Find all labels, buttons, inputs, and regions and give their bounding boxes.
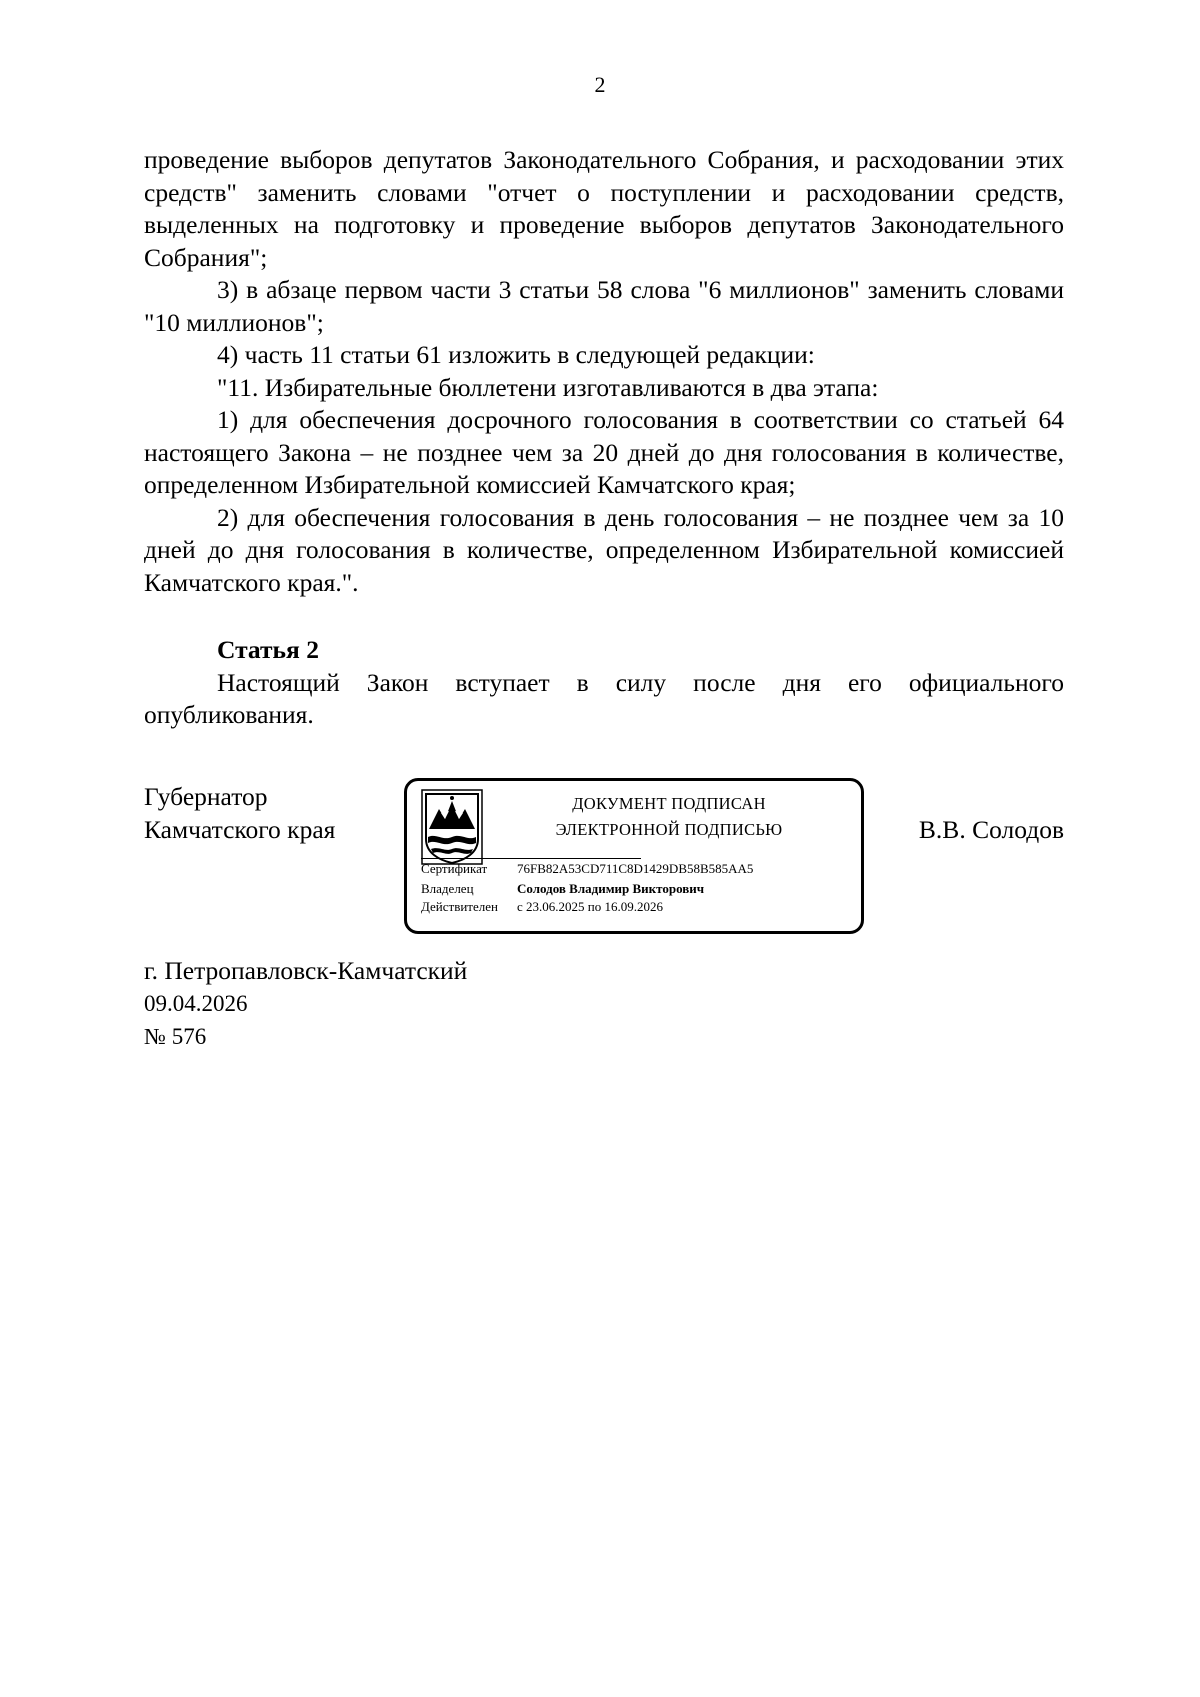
stamp-title-line2: ЭЛЕКТРОННОЙ ПОДПИСЬЮ <box>555 820 783 839</box>
stamp-certificate-row <box>421 861 753 877</box>
article-text: Настоящий Закон вступает в силу после дня его официального опубликования. <box>144 667 1064 729</box>
stamp-owner-row <box>421 881 704 897</box>
document-date: 09.04.2026 <box>144 991 248 1016</box>
stamp-title <box>487 791 851 843</box>
governor-title-line1: Губернатор <box>144 782 268 811</box>
stamp-validity-row <box>421 899 663 915</box>
article-2 <box>144 634 1064 732</box>
law-amendment-text <box>144 144 1064 599</box>
kamchatka-emblem-icon <box>421 789 483 865</box>
validity-label: Действителен <box>421 899 498 914</box>
page-number: 2 <box>594 72 606 97</box>
stamp-title-line1: ДОКУМЕНТ ПОДПИСАН <box>572 794 766 813</box>
validity-value: с 23.06.2025 по 16.09.2026 <box>517 899 663 914</box>
paragraph-continuation: проведение выборов депутатов Законодательного Собрания, и расходовании этих средств" заменить словами "отчет о поступлении и расходовании средств, выделенных на подготовку и проведение выборов депутатов Законодательного Собрания"; <box>144 145 1064 272</box>
article-heading: Статья 2 <box>217 635 319 664</box>
city: г. Петропавловск-Камчатский <box>144 956 468 985</box>
paragraph-subitem-1: 1) для обеспечения досрочного голосования в соответствии со статьей 64 настоящего Закона – не позднее чем за 20 дней до дня голосования в количестве, определенном Избирательной комиссией Камчатского края; <box>144 405 1064 499</box>
stamp-divider <box>421 858 641 859</box>
document-footer <box>144 954 467 1053</box>
paragraph-item-4: 4) часть 11 статьи 61 изложить в следующей редакции: <box>217 340 815 369</box>
owner-label: Владелец <box>421 881 474 896</box>
governor-title-line2: Камчатского края <box>144 815 336 844</box>
certificate-value: 76FB82A53CD711C8D1429DB58B585AA5 <box>517 861 754 876</box>
paragraph-item-3: 3) в абзаце первом части 3 статьи 58 слова "6 миллионов" заменить словами "10 миллионов"; <box>144 275 1064 337</box>
certificate-label: Сертификат <box>421 861 488 876</box>
owner-value: Солодов Владимир Викторович <box>517 881 705 896</box>
electronic-signature-stamp <box>404 778 864 934</box>
paragraph-subitem-2: 2) для обеспечения голосования в день голосования – не позднее чем за 10 дней до дня голосования в количестве, определенном Избирательной комиссией Камчатского края.". <box>144 502 1064 597</box>
governor-title <box>144 780 335 846</box>
signer-name: В.В. Солодов <box>918 815 1064 844</box>
document-number: № 576 <box>144 1024 207 1049</box>
paragraph-new-part-11: "11. Избирательные бюллетени изготавливаются в два этапа: <box>217 372 879 402</box>
